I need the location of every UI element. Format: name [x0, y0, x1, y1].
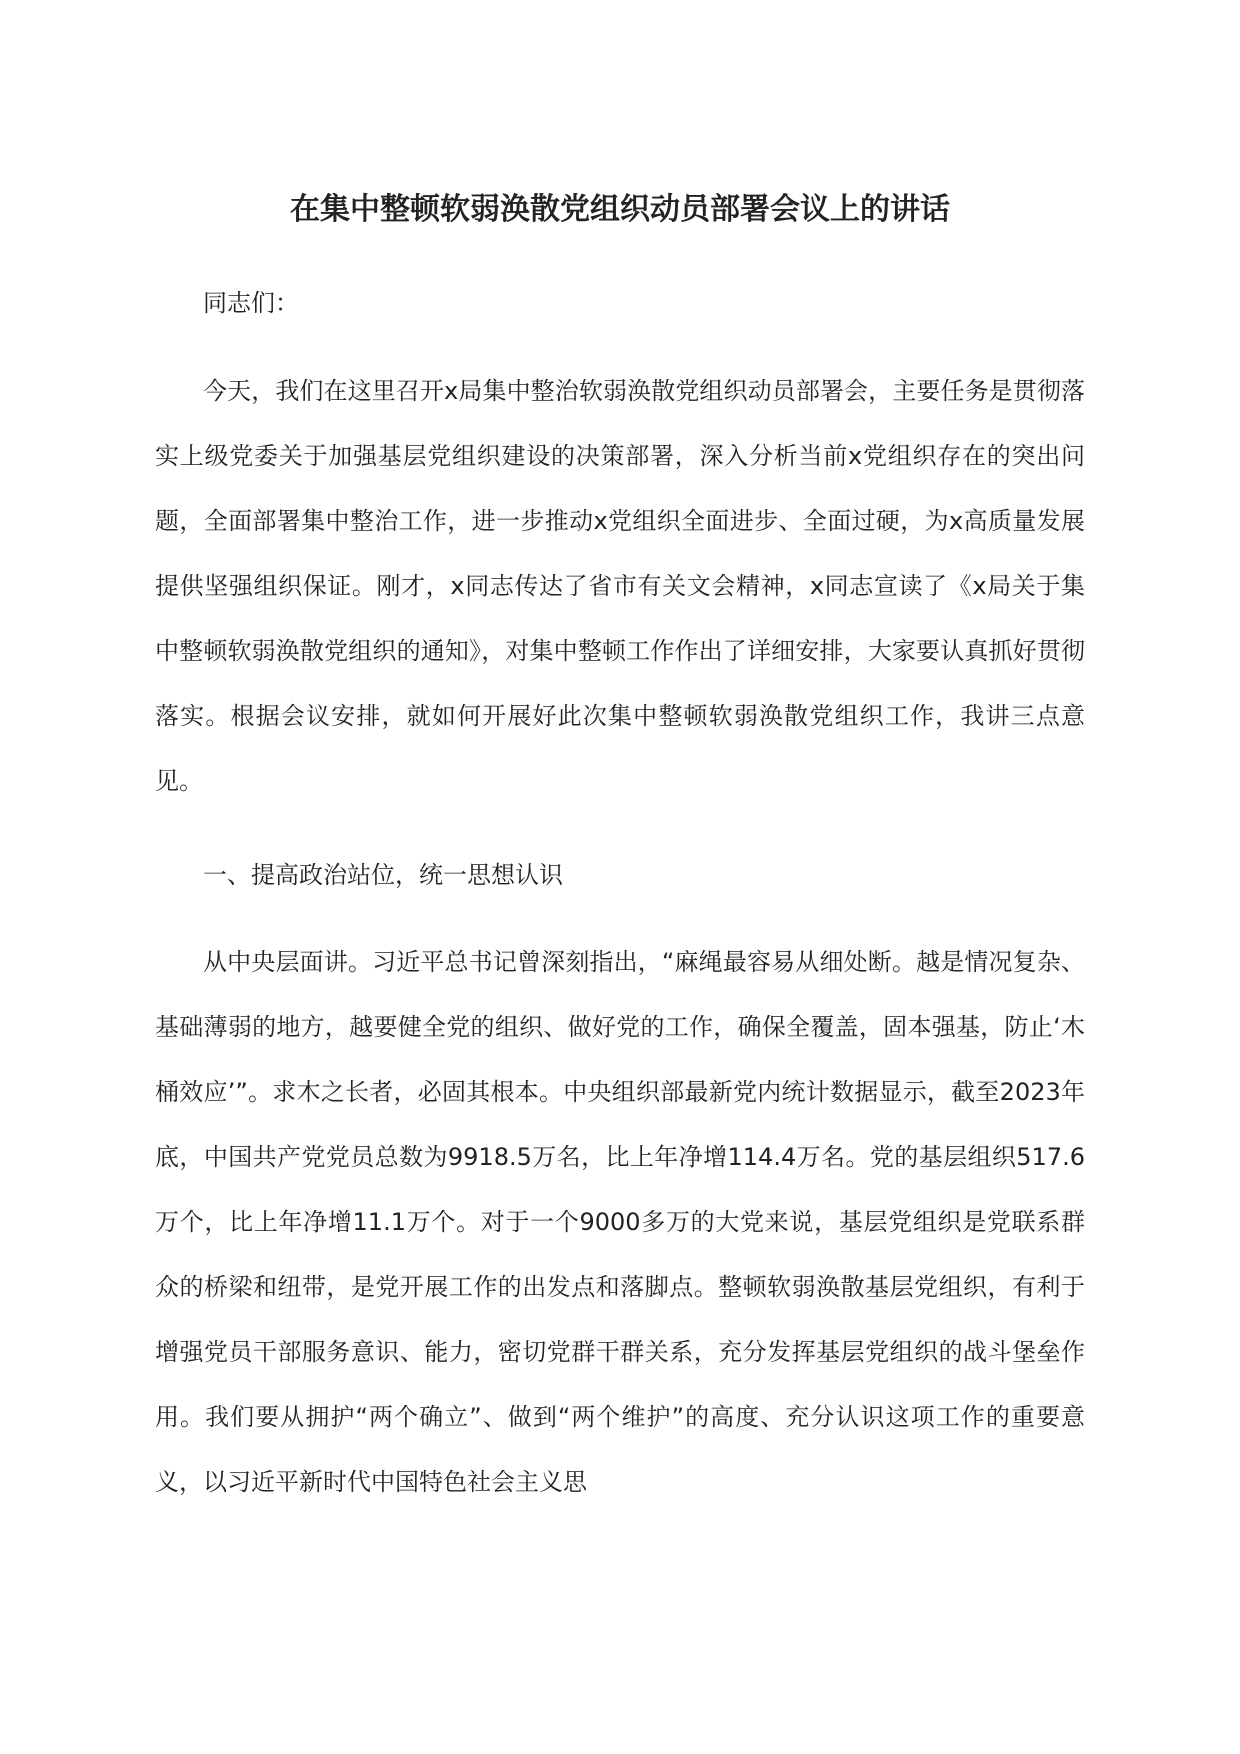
paragraph-central-level: 从中央层面讲。习近平总书记曾深刻指出，“麻绳最容易从细处断。越是情况复杂、基础薄弱的地方，越要健全党的组织、做好党的工作，确保全覆盖，固本强基，防止‘木桶效应’”。求木之长者，必固其根本。中央组织部最新党内统计数据显示，截至2023年底，中国共产党党员总数为9918.5万名，比上年净增114.4万名。党的基层组织517.6万个，比上年净增11.1万个。对于一个9000多万的大党来说，基层党组织是党联系群众的桥梁和纽带，是党开展工作的出发点和落脚点。整顿软弱涣散基层党组织，有利于增强党员干部服务意识、能力，密切党群干群关系，充分发挥基层党组织的战斗堡垒作用。我们要从拥护“两个确立”、做到“两个维护”的高度、充分认识这项工作的重要意义，以习近平新时代中国特色社会主义思	[155, 948, 1085, 1496]
document-title: 在集中整顿软弱涣散党组织动员部署会议上的讲话	[290, 192, 950, 227]
salutation: 同志们：	[203, 289, 299, 317]
section-heading-1: 一、提高政治站位，统一思想认识	[203, 861, 563, 889]
paragraph-opening: 今天，我们在这里召开x局集中整治软弱涣散党组织动员部署会，主要任务是贯彻落实上级党委关于加强基层党组织建设的决策部署，深入分析当前x党组织存在的突出问题，全面部署集中整治工作，进一步推动x党组织全面进步、全面过硬，为x高质量发展提供坚强组织保证。刚才，x同志传达了省市有关文会精神，x同志宣读了《x局关于集中整顿软弱涣散党组织的通知》，对集中整顿工作作出了详细安排，大家要认真抓好贯彻落实。根据会议安排，就如何开展好此次集中整顿软弱涣散党组织工作，我讲三点意见。	[155, 377, 1085, 795]
